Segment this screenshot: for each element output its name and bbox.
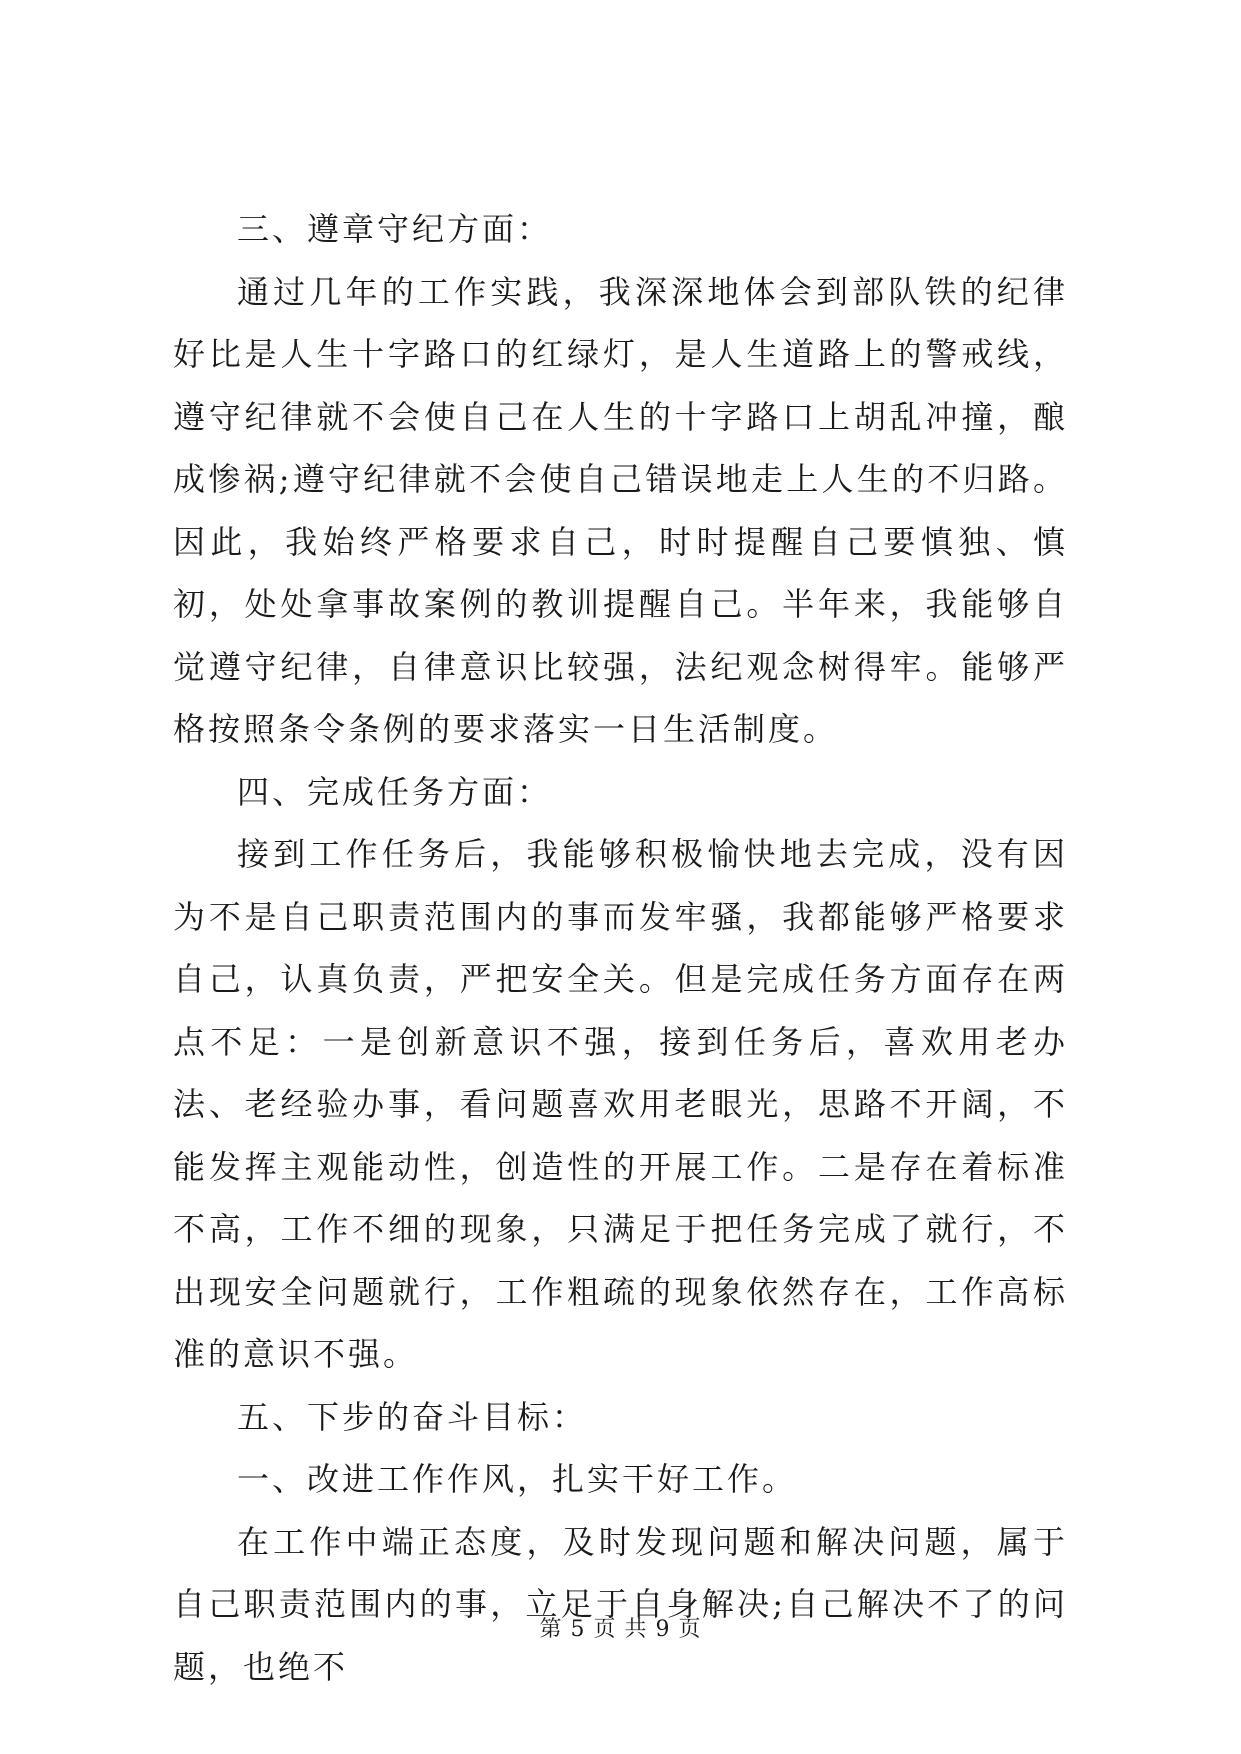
section-heading-goals: 五、下步的奋斗目标： [237,1397,588,1436]
subheading-work-style: 一、改进工作作风，扎实干好工作。 [237,1460,798,1498]
section-heading-discipline: 三、遵章守纪方面： [237,210,553,248]
paragraph-work-style: 在工作中端正态度，及时发现问题和解决问题，属于自己职责范围内的事，立足于自身解决;自己解决不了的问题，也绝不 [173,1522,1068,1686]
page-number-footer: 第 5 页 共 9 页 [539,1617,702,1642]
paragraph-tasks: 接到工作任务后，我能够积极愉快地去完成，没有因为不是自己职责范围内的事而发牢骚，我都能够严格要求自己，认真负责，严把安全关。但是完成任务方面存在两点不足：一是创新意识不强，接到任务后，喜欢用老办法、老经验办事，看问题喜欢用老眼光，思路不开阔，不能发挥主观能动性，创造性的开展工作。二是存在着标准不高，工作不细的现象，只满足于把任务完成了就行，不出现安全问题就行，工作粗疏的现象依然存在，工作高标准的意识不强。 [173,835,1068,1373]
document-body [173,198,1068,1698]
paragraph-discipline: 通过几年的工作实践，我深深地体会到部队铁的纪律好比是人生十字路口的红绿灯，是人生道路上的警戒线，遵守纪律就不会使自己在人生的十字路口上胡乱冲撞，酿成惨祸;遵守纪律就不会使自己错误地走上人生的不归路。因此，我始终严格要求自己，时时提醒自己要慎独、慎初，处处拿事故案例的教训提醒自己。半年来，我能够自觉遵守纪律，自律意识比较强，法纪观念树得牢。能够严格按照条令条例的要求落实一日生活制度。 [173,272,1068,748]
section-heading-tasks: 四、完成任务方面： [237,772,553,811]
